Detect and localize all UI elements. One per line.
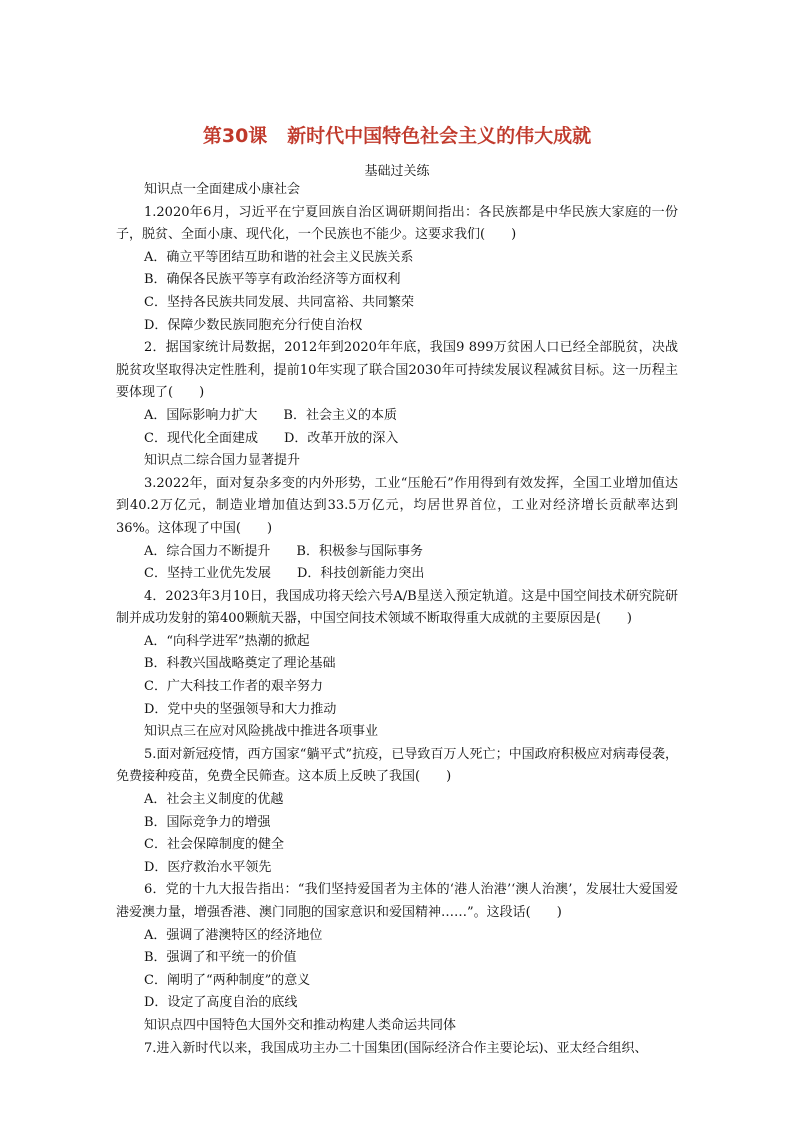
- question-stem: 5.面对新冠疫情，西方国家“躺平式”抗疫，已导致百万人死亡；中国政府积极应对病毒侵袭，免费接种疫苗，免费全民筛查。这本质上反映了我国( ): [116, 746, 678, 785]
- question-stem: 2．据国家统计局数据，2012年到2020年年底，我国9 899万贫困人口已经全部脱贫，决战脱贫攻坚取得决定性胜利，提前10年实现了联合国2030年可持续发展议程减贫目标。这一历程主要体现了( ): [116, 340, 678, 401]
- knowledge-point-heading: 知识点二综合国力显著提升: [144, 453, 301, 469]
- option-d: D．保障少数民族同胞充分行使自治权: [144, 317, 363, 333]
- option-row: A．国际影响力扩大 B．社会主义的本质: [144, 407, 397, 423]
- exercise-body: [116, 179, 678, 1060]
- option-d: D．设定了高度自治的底线: [144, 995, 298, 1011]
- option-b: B．国际竞争力的增强: [144, 814, 271, 830]
- question-stem: 7.进入新时代以来，我国成功主办二十国集团(国际经济合作主要论坛)、亚太经合组织、: [144, 1040, 648, 1056]
- option-row: C．坚持工业优先发展 D．科技创新能力突出: [144, 566, 425, 582]
- option-c: C．广大科技工作者的艰辛努力: [144, 679, 323, 695]
- section-subtitle: 基础过关练: [364, 164, 430, 179]
- option-b: B．科教兴国战略奠定了理论基础: [144, 656, 336, 672]
- question-stem: 6．党的十九大报告指出：“我们坚持爱国者为主体的‘港人治港’‘澳人治澳’，发展壮大爱国爱港爱澳力量，增强香港、澳门同胞的国家意识和爱国精神……”。这段话( ): [116, 882, 678, 920]
- option-row: A．综合国力不断提升 B．积极参与国际事务: [144, 543, 423, 559]
- question-stem: 1.2020年6月，习近平在宁夏回族自治区调研期间指出：各民族都是中华民族大家庭的一份子，脱贫、全面小康、现代化，一个民族也不能少。这要求我们( ): [116, 204, 678, 243]
- option-d: D．医疗救治水平领先: [144, 859, 272, 875]
- option-a: A．社会主义制度的优越: [144, 792, 284, 808]
- option-a: A．“向科学进军”热潮的掀起: [144, 633, 310, 649]
- option-a: A．强调了港澳特区的经济地位: [144, 927, 323, 943]
- option-b: B．确保各民族平等享有政治经济等方面权利: [144, 272, 401, 288]
- option-b: B．强调了和平统一的价值: [144, 950, 297, 966]
- option-a: A．确立平等团结互助和谐的社会主义民族关系: [144, 249, 414, 265]
- option-row: C．现代化全面建成 D．改革开放的深入: [144, 430, 399, 446]
- option-d: D．党中央的坚强领导和大力推动: [144, 701, 337, 717]
- question-stem: 4．2023年3月10日，我国成功将天绘六号A/B星送入预定轨道。这是中国空间技术研究院研制并成功发射的第400颗航天器，中国空间技术领域不断取得重大成就的主要原因是( ): [116, 588, 678, 627]
- knowledge-point-heading: 知识点三在应对风险挑战中推进各项事业: [144, 724, 379, 740]
- option-c: C．社会保障制度的健全: [144, 837, 284, 853]
- knowledge-point-heading: 知识点一全面建成小康社会: [144, 182, 301, 197]
- question-stem: 3.2022年，面对复杂多变的内外形势，工业“压舱石”作用得到有效发挥，全国工业增加值达到40.2万亿元，制造业增加值达到33.5万亿元，均居世界首位，工业对经济增长贡献率达到36%。这体现了中国( ): [116, 475, 678, 536]
- lesson-title: 第30课 新时代中国特色社会主义的伟大成就: [202, 125, 592, 147]
- option-c: C．阐明了“两种制度”的意义: [144, 972, 311, 988]
- option-c: C．坚持各民族共同发展、共同富裕、共同繁荣: [144, 294, 414, 310]
- knowledge-point-heading: 知识点四中国特色大国外交和推动构建人类命运共同体: [144, 1017, 457, 1033]
